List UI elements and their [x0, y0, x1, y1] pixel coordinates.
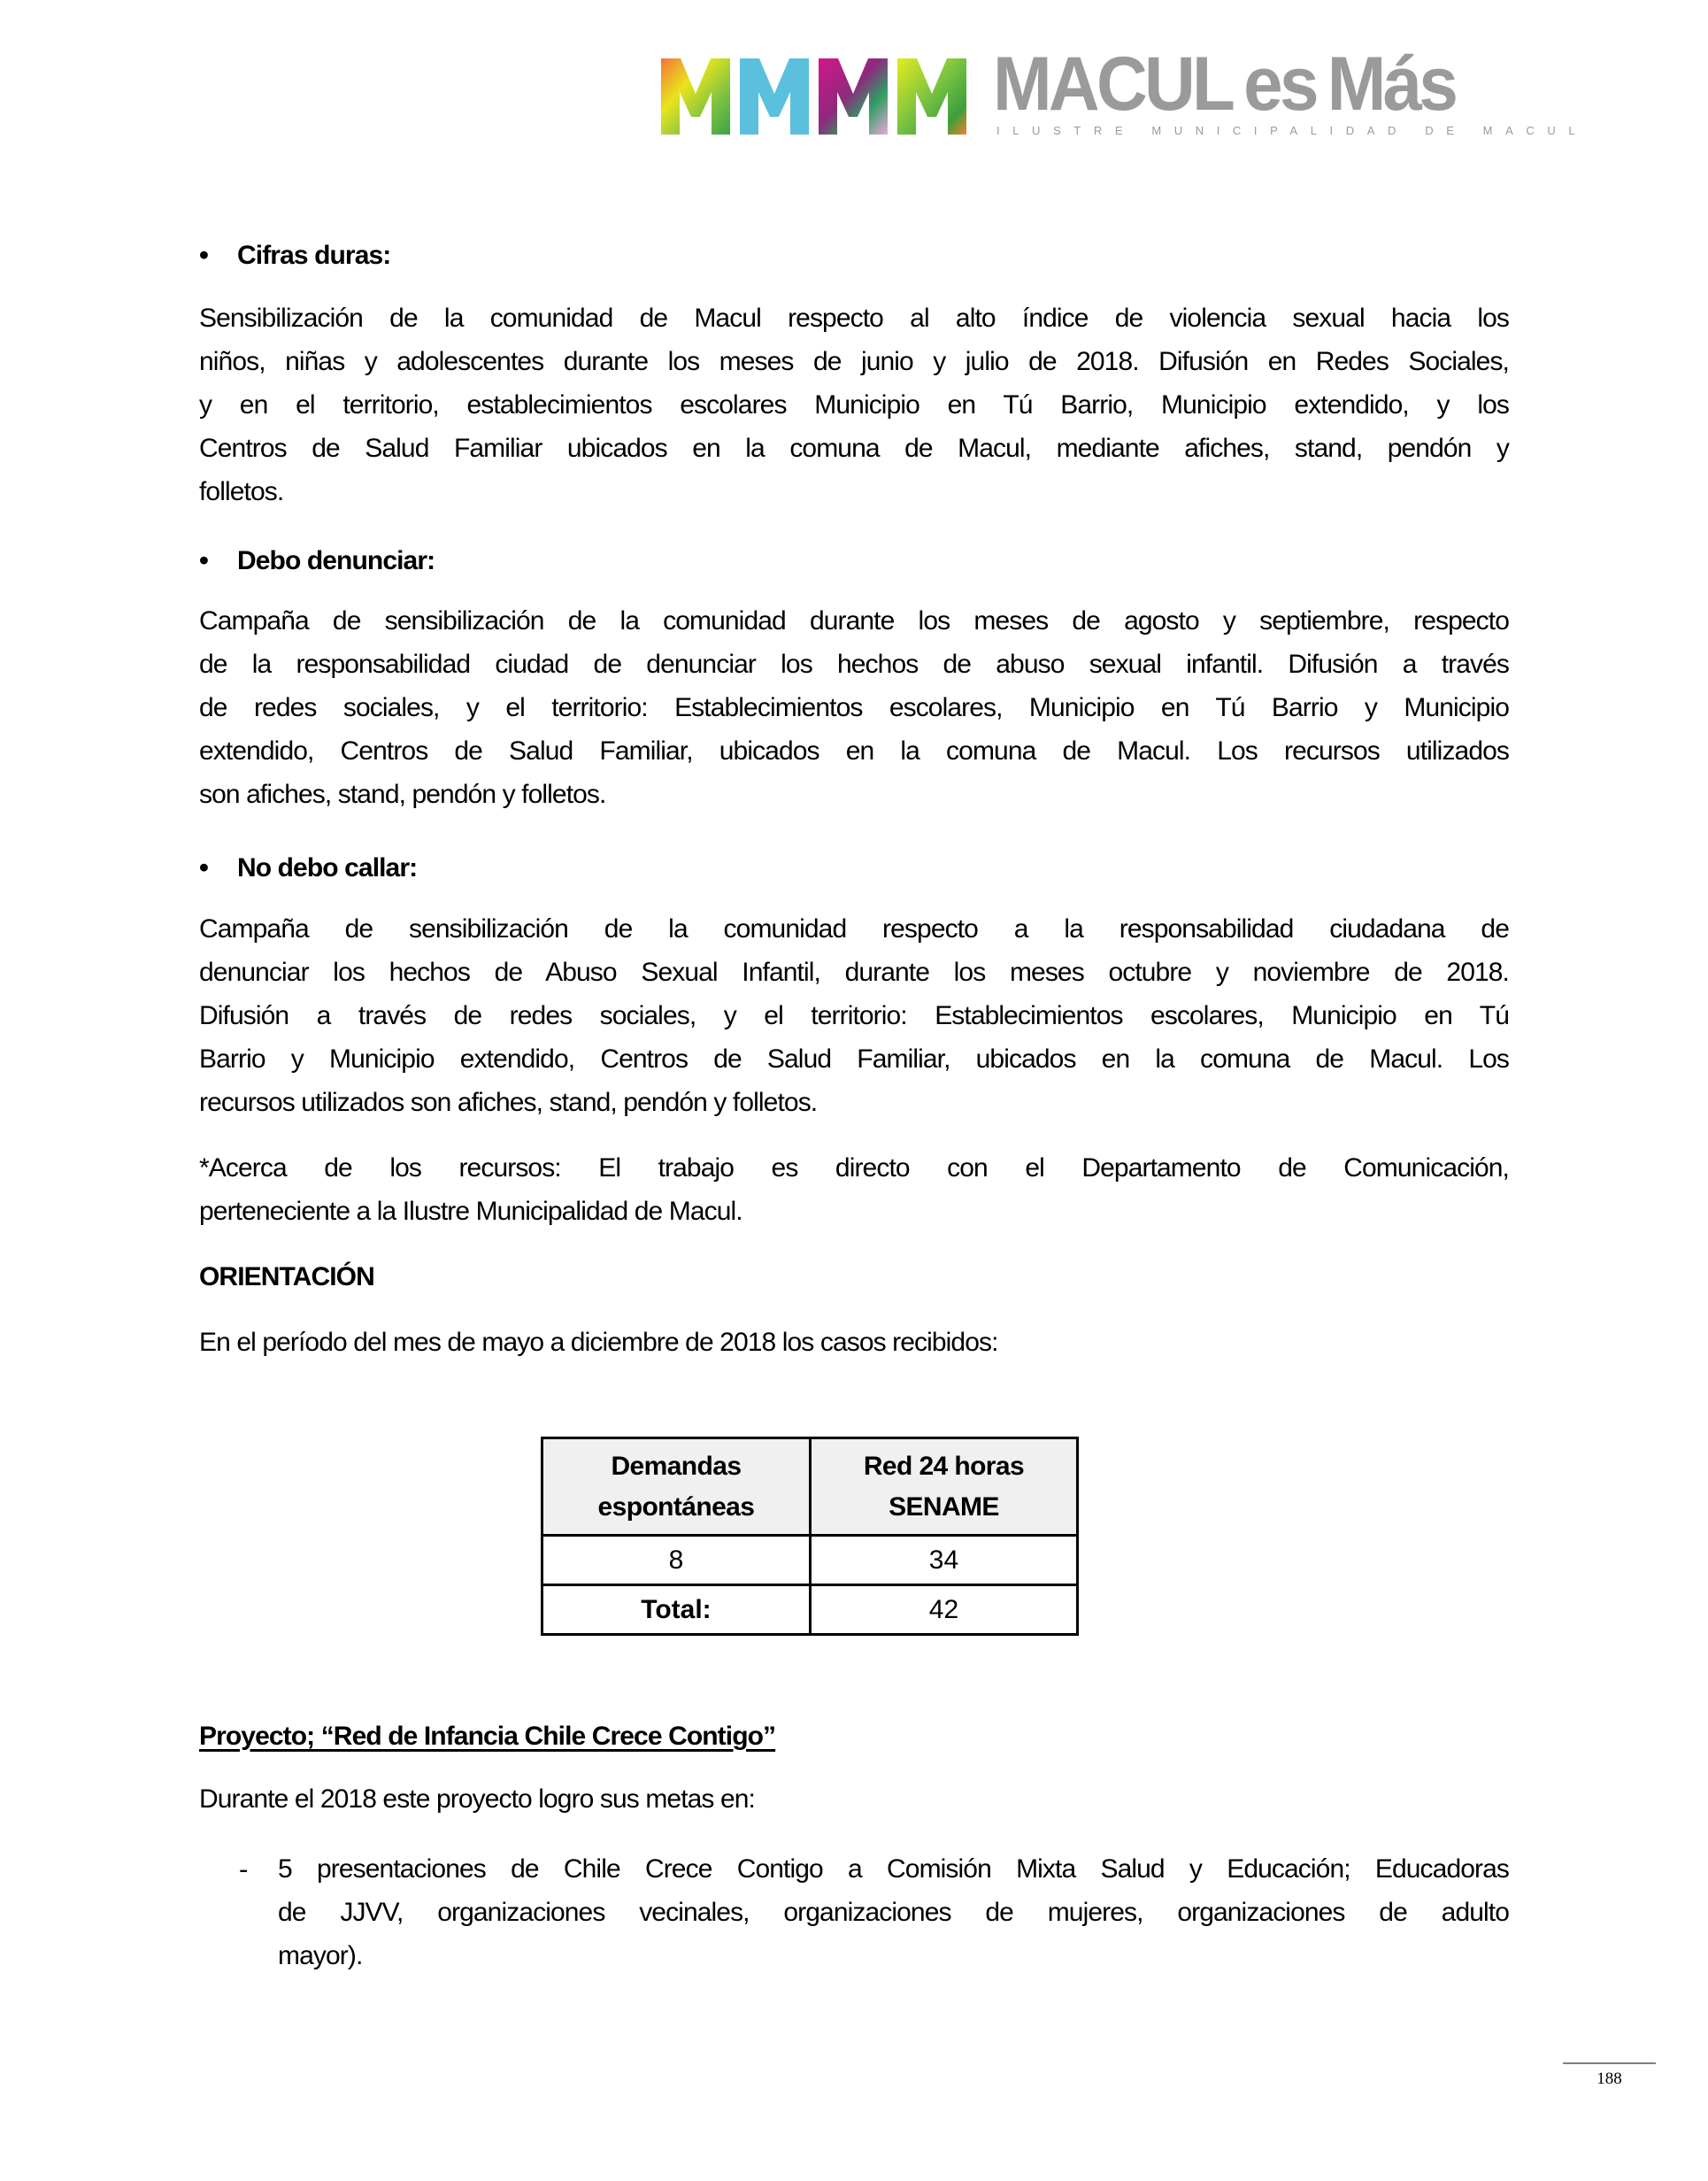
paragraph-line: folletos.: [199, 477, 284, 506]
header-line: Red 24 horas: [863, 1451, 1025, 1481]
table-header-row: [542, 1438, 1078, 1536]
list-item-line: 5 presentaciones de Chile Crece Contigo a Comisión Mixta Salud y Educación; Educadoras: [278, 1854, 1509, 1884]
paragraph-line: denunciar los hechos de Abuso Sexual Infantil, durante los meses octubre y noviembre de 2018.: [199, 958, 1509, 987]
proyecto-heading-text: Proyecto; “Red de Infancia Chile Crece Contigo”: [199, 1722, 776, 1751]
table-header-cell: [542, 1438, 811, 1536]
brand-name-mas: Más: [1327, 42, 1456, 127]
table-cell: 34: [810, 1536, 1077, 1585]
list-item-line: de JJVV, organizaciones vecinales, organizaciones de mujeres, organizaciones de adulto: [278, 1898, 1509, 1927]
header-line: Demandas: [611, 1451, 742, 1481]
table-row: [542, 1585, 1078, 1635]
paragraph-line: Sensibilización de la comunidad de Macul respecto al alto índice de violencia sexual hacia los: [199, 304, 1509, 333]
table-cell: 8: [542, 1536, 811, 1585]
header-line: espontáneas: [597, 1491, 755, 1522]
paragraph-line: de la responsabilidad ciudad de denunciar los hechos de abuso sexual infantil. Difusión a través: [199, 650, 1509, 679]
section-heading-orientacion: ORIENTACIÓN: [199, 1262, 374, 1291]
brand-name: [993, 42, 1456, 127]
bullet-icon: •: [199, 544, 209, 575]
brand-name-macul: MACUL: [993, 42, 1233, 127]
table-cell-total-value: 42: [810, 1585, 1077, 1635]
bullet-icon: •: [199, 852, 209, 882]
paragraph-line: Barrio y Municipio extendido, Centros de Salud Familiar, ubicados en la comuna de Macul. Los: [199, 1044, 1509, 1074]
proyecto-intro: Durante el 2018 este proyecto logro sus metas en:: [199, 1784, 755, 1814]
table-cell-total-label: Total:: [542, 1585, 811, 1635]
paragraph-line: Centros de Salud Familiar ubicados en la comuna de Macul, mediante afiches, stand, pendón y: [199, 434, 1509, 463]
paragraph-line: Campaña de sensibilización de la comunidad respecto a la responsabilidad ciudadana de: [199, 914, 1509, 944]
paragraph-line: perteneciente a la Ilustre Municipalidad de Macul.: [199, 1197, 742, 1226]
paragraph-line: Difusión a través de redes sociales, y el territorio: Establecimientos escolares, Municipio en Tú: [199, 1001, 1509, 1030]
logo-m-icon-1: [661, 58, 730, 135]
list-item-line: mayor).: [278, 1941, 363, 1970]
paragraph-line: recursos utilizados son afiches, stand, pendón y folletos.: [199, 1088, 818, 1117]
orientacion-intro: En el período del mes de mayo a diciembre de 2018 los casos recibidos:: [199, 1328, 998, 1357]
header-line: SENAME: [889, 1491, 999, 1522]
paragraph-line: niños, niñas y adolescentes durante los meses de junio y julio de 2018. Difusión en Redes Sociales,: [199, 347, 1509, 376]
paragraph-line: de redes sociales, y el territorio: Establecimientos escolares, Municipio en Tú Barrio y Municipio: [199, 693, 1509, 722]
section-heading-debo: • Debo denunciar:: [199, 543, 435, 579]
footer-divider: [1563, 2062, 1656, 2064]
section-heading-nodebo: • No debo callar:: [199, 850, 417, 886]
brand-name-es: es: [1243, 42, 1316, 127]
table-row: [542, 1536, 1078, 1585]
section-heading-proyecto: [199, 1719, 1509, 1754]
section-heading-cifras: • Cifras duras:: [199, 237, 390, 274]
logo-m-icon-4: [897, 58, 966, 135]
logo-m-icon-2: [740, 58, 809, 135]
paragraph-line: Campaña de sensibilización de la comunidad durante los meses de agosto y septiembre, respecto: [199, 606, 1509, 636]
cases-table: [541, 1437, 1079, 1636]
bullet-icon: •: [199, 239, 209, 270]
page-number: 188: [1596, 2069, 1622, 2088]
brand-subtitle: ILUSTRE MUNICIPALIDAD DE MACUL: [996, 124, 1589, 137]
paragraph-line: *Acerca de los recursos: El trabajo es directo con el Departamento de Comunicación,: [199, 1153, 1509, 1183]
paragraph-line: son afiches, stand, pendón y folletos.: [199, 780, 606, 809]
logo-m-icon-3: [819, 58, 888, 135]
paragraph-line: extendido, Centros de Salud Familiar, ubicados en la comuna de Macul. Los recursos utilizados: [199, 736, 1509, 766]
table-header-cell: [810, 1438, 1077, 1536]
paragraph-line: y en el territorio, establecimientos escolares Municipio en Tú Barrio, Municipio extendido, y los: [199, 390, 1509, 420]
list-marker-dash-icon: -: [239, 1853, 249, 1884]
logo-mark: [661, 58, 966, 135]
